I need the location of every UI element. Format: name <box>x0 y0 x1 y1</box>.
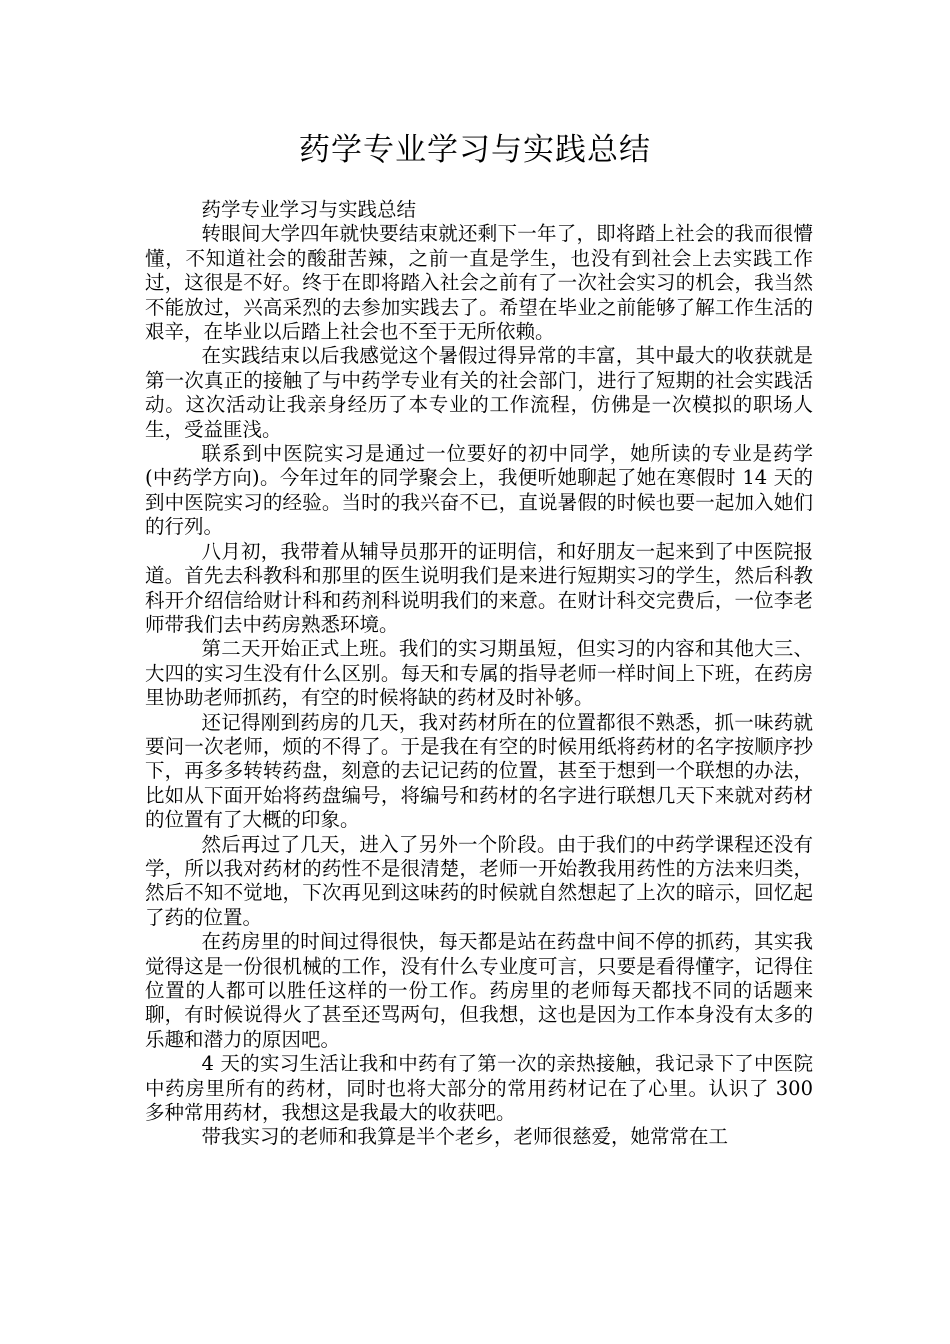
paragraph: 在实践结束以后我感觉这个暑假过得异常的丰富，其中最大的收获就是第一次真正的接触了与中药学专业有关的社会部门，进行了短期的社会实践活动。这次活动让我亲身经历了本专业的工作流程，仿佛是一次模拟的职场人生，受益匪浅。 <box>145 344 813 441</box>
paragraph: 4 天的实习生活让我和中药有了第一次的亲热接触，我记录下了中医院中药房里所有的药材，同时也将大部分的常用药材记在了心里。认识了 300 多种常用药材，我想这是我最大的收获吧。 <box>145 1052 813 1125</box>
paragraph: 带我实习的老师和我算是半个老乡，老师很慈爱，她常常在工 <box>201 1125 729 1149</box>
document-body <box>145 198 813 1150</box>
paragraph-subtitle: 药学专业学习与实践总结 <box>201 198 417 221</box>
document-title: 药学专业学习与实践总结 <box>299 132 651 168</box>
paragraph: 八月初，我带着从辅导员那开的证明信，和好朋友一起来到了中医院报道。首先去科教科和那里的医生说明我们是来进行短期实习的学生，然后科教科开介绍信给财计科和药剂科说明我们的来意。在财计科交完费后，一位李老师带我们去中药房熟悉环境。 <box>145 539 813 636</box>
paragraph: 还记得刚到药房的几天，我对药材所在的位置都很不熟悉，抓一味药就要问一次老师，烦的不得了。于是我在有空的时候用纸将药材的名字按顺序抄下，再多多转转药盘，刻意的去记记药的位置，甚至于想到一个联想的办法，比如从下面开始将药盘编号，将编号和药材的名字进行联想几天下来就对药材的位置有了大概的印象。 <box>145 710 813 832</box>
paragraph: 联系到中医院实习是通过一位要好的初中同学，她所读的专业是药学(中药学方向)。今年过年的同学聚会上，我便听她聊起了她在寒假时 14 天的到中医院实习的经验。当时的我兴奋不已，直说暑假的时候也要一起加入她们的行列。 <box>145 442 813 539</box>
paragraph: 在药房里的时间过得很快，每天都是站在药盘中间不停的抓药，其实我觉得这是一份很机械的工作，没有什么专业度可言，只要是看得懂字，记得住位置的人都可以胜任这样的一份工作。药房里的老师每天都找不同的话题来聊，有时候说得火了甚至还骂两句，但我想，这也是因为工作本身没有太多的乐趣和潜力的原因吧。 <box>145 930 813 1051</box>
paragraph: 转眼间大学四年就快要结束就还剩下一年了，即将踏上社会的我而很懵懂，不知道社会的酸甜苦辣，之前一直是学生，也没有到社会上去实践工作过，这很是不好。终于在即将踏入社会之前有了一次社会实习的机会，我当然不能放过，兴高采烈的去参加实践去了。希望在毕业之前能够了解工作生活的艰辛，在毕业以后踏上社会也不至于无所依赖。 <box>145 222 813 344</box>
paragraph: 第二天开始正式上班。我们的实习期虽短，但实习的内容和其他大三、大四的实习生没有什么区别。每天和专属的指导老师一样时间上下班，在药房里协助老师抓药，有空的时候将缺的药材及时补够。 <box>145 637 813 710</box>
paragraph: 然后再过了几天，进入了另外一个阶段。由于我们的中药学课程还没有学，所以我对药材的药性不是很清楚，老师一开始教我用药性的方法来归类，然后不知不觉地，下次再见到这味药的时候就自然想起了上次的暗示，回忆起了药的位置。 <box>145 832 813 929</box>
